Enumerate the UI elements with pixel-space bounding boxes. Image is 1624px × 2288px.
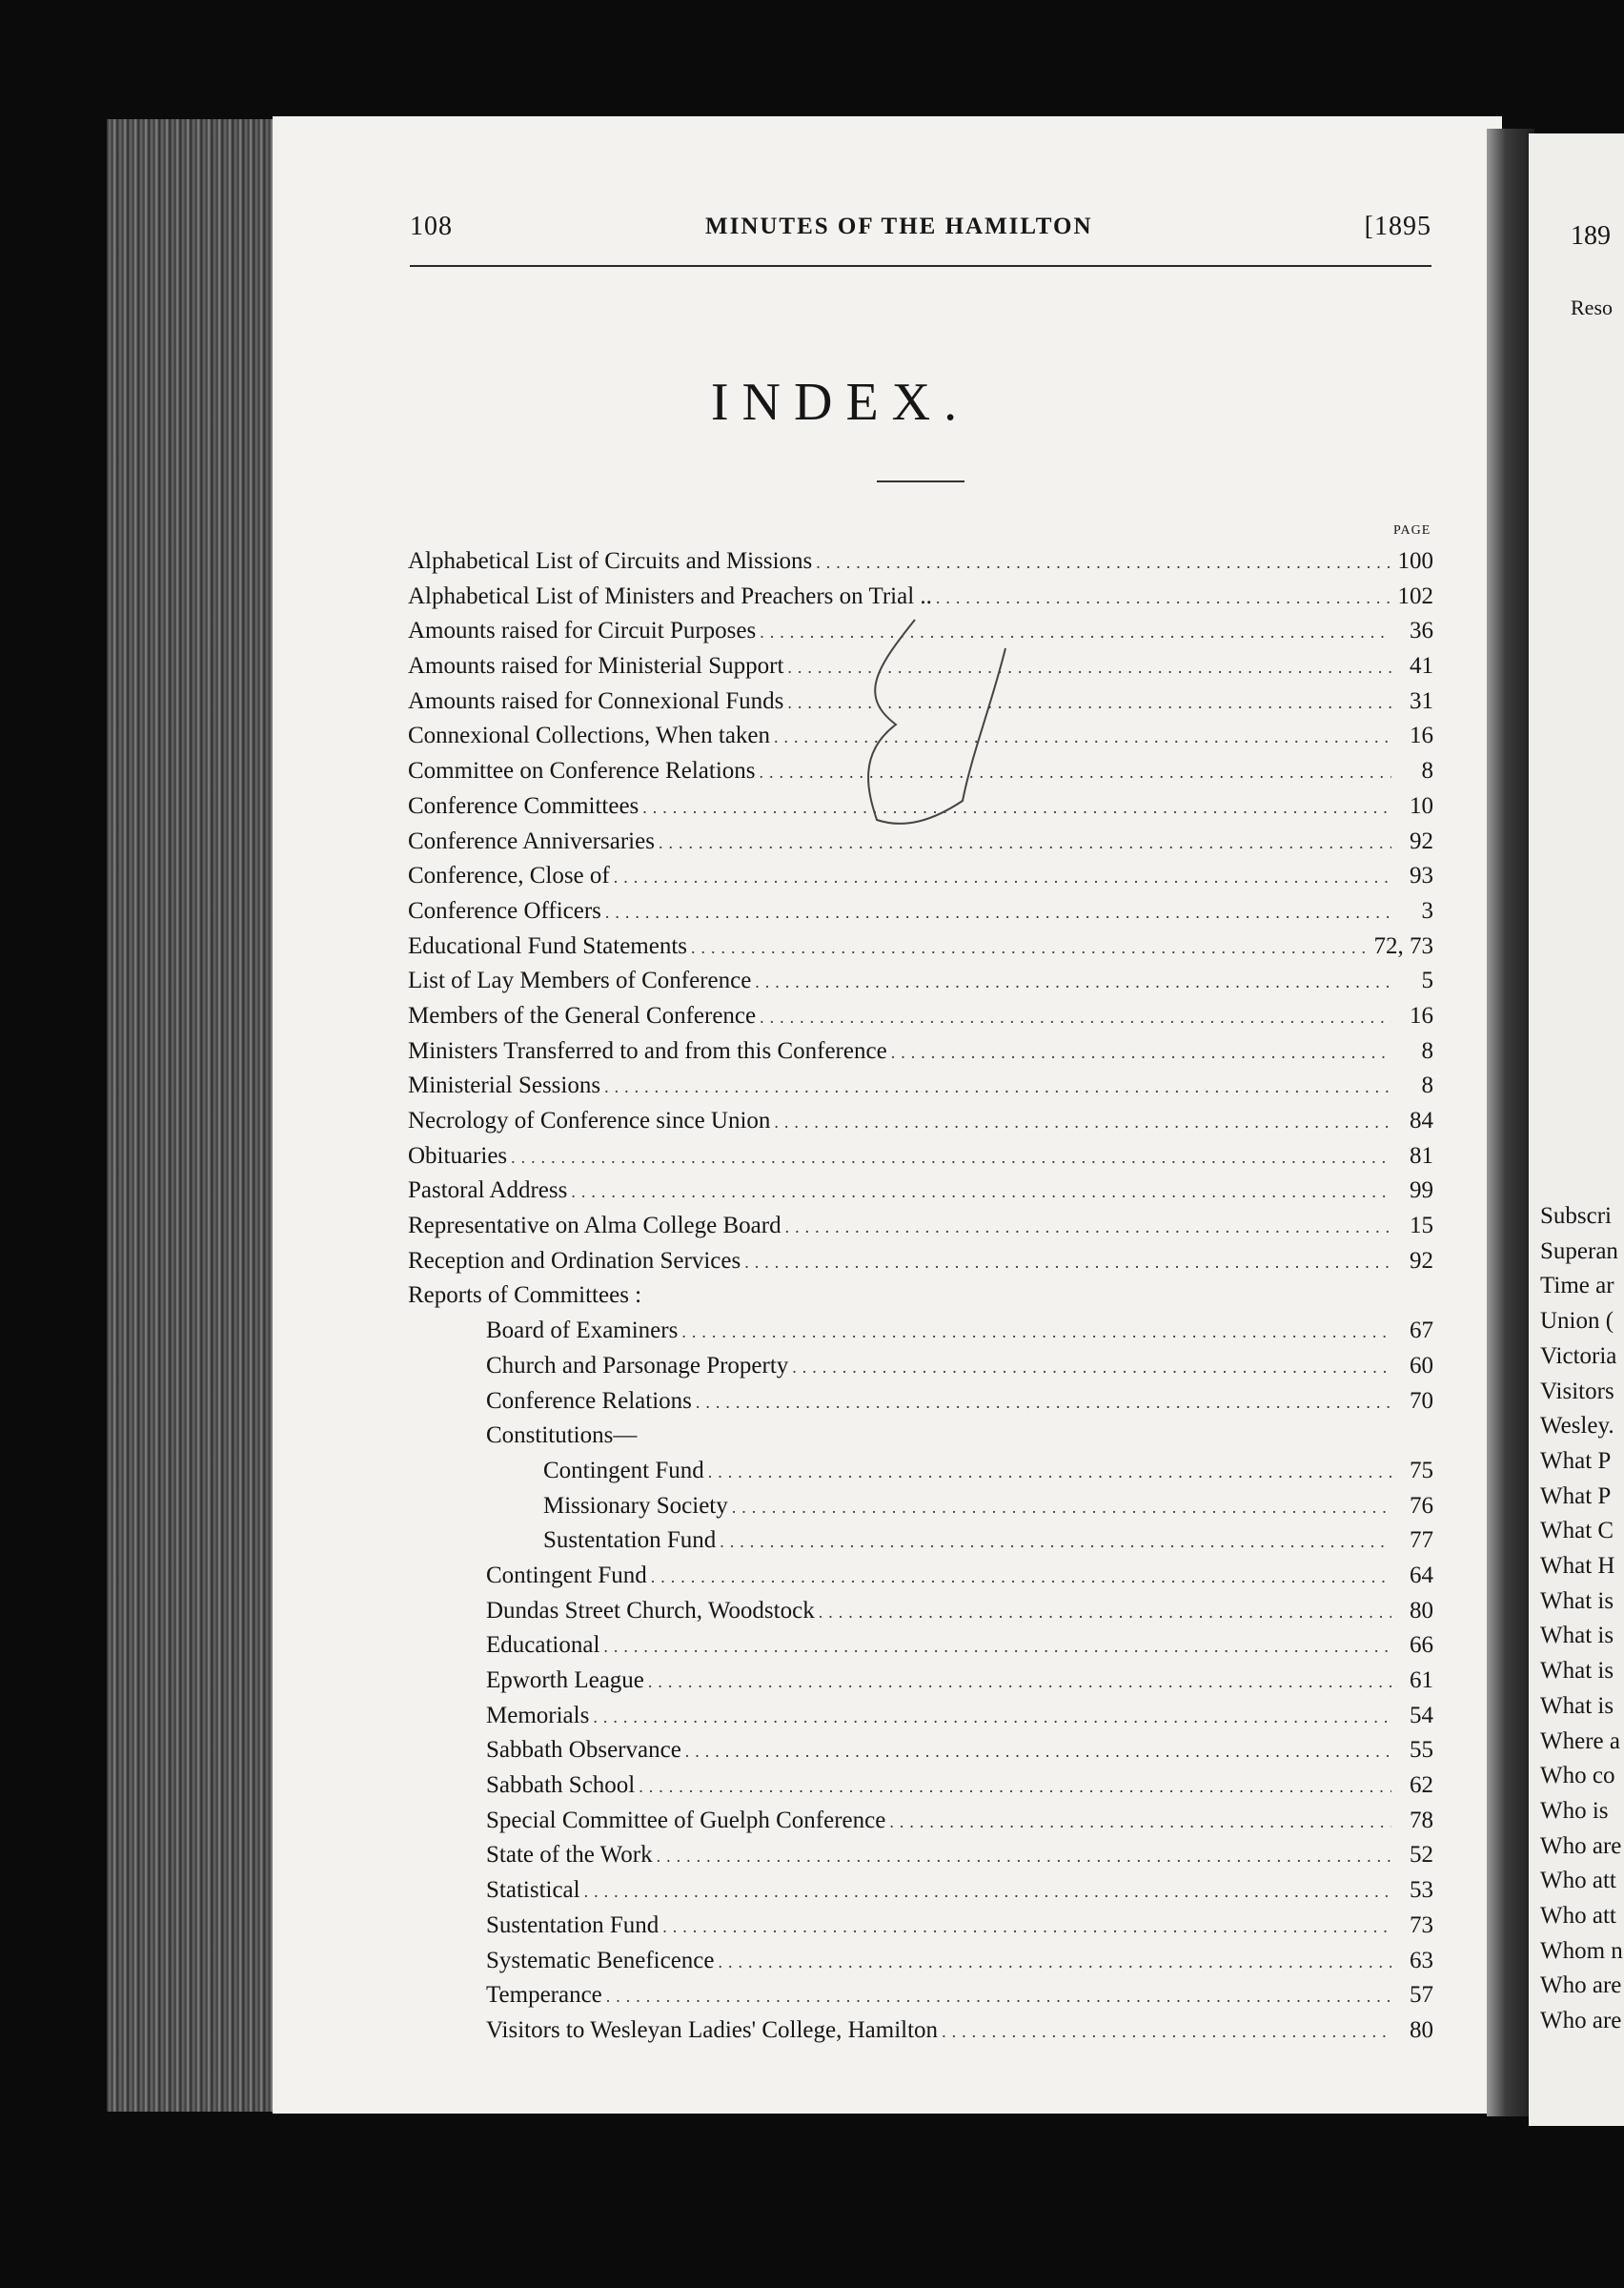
entry-label: Constitutions—: [486, 1422, 638, 1449]
index-entry: [408, 1069, 1433, 1104]
index-entry: [408, 1489, 1433, 1524]
entry-page-number: 54: [1410, 1702, 1433, 1728]
dot-leader: [755, 965, 1391, 1000]
entry-page-number: 60: [1410, 1352, 1433, 1379]
entry-page-number: 36: [1410, 618, 1433, 644]
index-entry: [408, 1733, 1433, 1768]
dot-leader: [732, 1490, 1391, 1525]
entry-label: Board of Examiners: [486, 1318, 679, 1344]
index-entry: [408, 1349, 1433, 1384]
facing-page-fragment: Who are: [1540, 1832, 1622, 1859]
entry-page-number: 62: [1410, 1772, 1433, 1799]
entry-label: Contingent Fund: [486, 1562, 647, 1588]
index-entry: [408, 1419, 1433, 1454]
dot-leader: [708, 1455, 1391, 1490]
entry-label: Memorials: [486, 1702, 590, 1728]
entry-page-number: 16: [1410, 723, 1433, 749]
facing-page-fragment: What is: [1540, 1587, 1614, 1614]
entry-page-number: 72, 73: [1373, 932, 1433, 959]
index-entry: [408, 1559, 1433, 1594]
facing-page: [1529, 133, 1624, 2126]
entry-page-number: 63: [1410, 1947, 1433, 1973]
entry-label: Reports of Committees :: [408, 1282, 642, 1309]
facing-page-fragment: Visitors: [1540, 1378, 1614, 1404]
entry-page-number: 3: [1421, 897, 1433, 924]
entry-label: Alphabetical List of Circuits and Missions: [408, 548, 813, 574]
index-entry: [408, 1873, 1433, 1909]
index-entry: [408, 1314, 1433, 1349]
index-entry: [408, 1804, 1433, 1839]
index-entry: [408, 1664, 1433, 1699]
index-entry: [408, 1944, 1433, 1979]
entry-label: Connexional Collections, When taken: [408, 723, 771, 749]
dot-leader: [657, 1839, 1391, 1874]
entry-label: Conference Committees: [408, 792, 639, 819]
facing-page-fragment: What is: [1540, 1692, 1614, 1719]
dot-leader: [606, 1979, 1391, 2014]
entry-label: Visitors to Wesleyan Ladies' College, Hamilton: [486, 2016, 939, 2043]
dot-leader: [614, 860, 1391, 895]
entry-page-number: 93: [1410, 863, 1433, 889]
index-entry: [408, 1104, 1433, 1139]
dot-leader: [774, 1105, 1391, 1140]
index-entry: [408, 1454, 1433, 1489]
entry-page-number: 81: [1410, 1142, 1433, 1169]
index-entry: [408, 1909, 1433, 1944]
index-entry: [408, 1384, 1433, 1420]
dot-leader: [651, 1560, 1391, 1595]
index-entry: [408, 1244, 1433, 1279]
entry-label: Conference, Close of: [408, 863, 610, 889]
index-entry: [408, 1768, 1433, 1804]
entry-page-number: 92: [1410, 1247, 1433, 1274]
entry-page-number: 77: [1410, 1527, 1433, 1554]
entry-label: List of Lay Members of Conference: [408, 968, 752, 994]
entry-page-number: 16: [1410, 1002, 1433, 1029]
entry-page-number: 100: [1397, 548, 1433, 574]
facing-page-fragment: What is: [1540, 1658, 1614, 1685]
dot-leader: [605, 895, 1391, 930]
index-entry: [408, 2013, 1433, 2049]
entry-page-number: 80: [1410, 2016, 1433, 2043]
dot-leader: [792, 1350, 1391, 1385]
index-entry: [408, 1523, 1433, 1559]
entry-label: Amounts raised for Connexional Funds: [408, 687, 784, 714]
entry-page-number: 52: [1410, 1842, 1433, 1869]
index-entry: [408, 894, 1433, 930]
dot-leader: [648, 1665, 1391, 1700]
index-entry: [408, 1838, 1433, 1873]
dot-leader: [511, 1140, 1391, 1175]
dot-leader: [571, 1175, 1391, 1210]
entry-page-number: 70: [1410, 1387, 1433, 1414]
entry-label: Conference Anniversaries: [408, 827, 655, 854]
index-entry: [408, 1628, 1433, 1664]
header-rule: [410, 265, 1431, 267]
entry-label: Epworth League: [486, 1667, 644, 1693]
entry-label: Missionary Society: [543, 1492, 728, 1519]
entry-page-number: 31: [1410, 687, 1433, 714]
entry-page-number: 80: [1410, 1597, 1433, 1624]
entry-label: Obituaries: [408, 1142, 508, 1169]
dot-leader: [691, 930, 1370, 966]
facing-page-fragment: Time ar: [1540, 1273, 1614, 1299]
index-entry: [408, 1139, 1433, 1175]
entry-label: Reception and Ordination Services: [408, 1247, 741, 1274]
facing-page-fragment: Who att: [1540, 1903, 1616, 1930]
dot-leader: [816, 545, 1391, 581]
entry-label: Amounts raised for Circuit Purposes: [408, 618, 757, 644]
page-column-heading: PAGE: [1393, 523, 1431, 538]
entry-label: Statistical: [486, 1877, 580, 1904]
index-entry: [408, 1209, 1433, 1244]
page-number: 108: [410, 212, 453, 241]
facing-page-fragment: Victoria: [1540, 1342, 1617, 1369]
facing-page-fragment: Who are: [1540, 2008, 1622, 2034]
dot-leader: [744, 1245, 1391, 1280]
index-entry: [408, 859, 1433, 894]
entry-label: Ministers Transferred to and from this Conference: [408, 1037, 887, 1064]
index-entry: [408, 1594, 1433, 1629]
entry-page-number: 10: [1410, 792, 1433, 819]
facing-page-fragment: Superan: [1540, 1237, 1618, 1264]
facing-page-fragment: Who att: [1540, 1868, 1616, 1894]
facing-page-fragment: Who are: [1540, 1972, 1622, 1999]
dot-leader: [760, 1000, 1391, 1035]
entry-label: Conference Relations: [486, 1387, 692, 1414]
entry-page-number: 75: [1410, 1457, 1433, 1483]
entry-label: Amounts raised for Ministerial Support: [408, 653, 784, 680]
facing-page-fragment: What is: [1540, 1623, 1614, 1649]
entry-page-number: 41: [1410, 653, 1433, 680]
facing-page-fragment: What P: [1540, 1482, 1612, 1509]
entry-label: Systematic Beneficence: [486, 1947, 715, 1973]
entry-label: Special Committee of Guelph Conference: [486, 1807, 886, 1833]
index-entry: [408, 544, 1433, 580]
facing-page-number: 189: [1571, 221, 1611, 251]
entry-label: Ministerial Sessions: [408, 1072, 601, 1099]
facing-page-fragment: Subscri: [1540, 1203, 1612, 1229]
entry-page-number: 76: [1410, 1492, 1433, 1519]
entry-page-number: 67: [1410, 1318, 1433, 1344]
entry-label: Dundas Street Church, Woodstock: [486, 1597, 815, 1624]
facing-page-fragment: Who co: [1540, 1763, 1615, 1789]
index-entry: [408, 930, 1433, 965]
facing-page-fragment: What C: [1540, 1518, 1614, 1544]
facing-page-fragment: Whom n: [1540, 1937, 1623, 1964]
dot-leader: [603, 1629, 1391, 1665]
dot-leader: [891, 1035, 1391, 1071]
facing-page-fragment: Where a: [1540, 1727, 1620, 1754]
entry-label: Pastoral Address: [408, 1177, 568, 1204]
dot-leader: [662, 1910, 1391, 1945]
facing-page-fragment: Who is: [1540, 1797, 1609, 1824]
index-entry: [408, 1699, 1433, 1734]
entry-page-number: 73: [1410, 1911, 1433, 1938]
entry-page-number: 78: [1410, 1807, 1433, 1833]
entry-page-number: 53: [1410, 1877, 1433, 1904]
facing-page-fragment: What P: [1540, 1447, 1612, 1474]
facing-page-word: Reso: [1571, 296, 1613, 319]
index-entry: [408, 1174, 1433, 1209]
entry-page-number: 99: [1410, 1177, 1433, 1204]
entry-label: Educational: [486, 1632, 600, 1659]
entry-label: Committee on Conference Relations: [408, 758, 756, 785]
book-gutter: [1487, 129, 1534, 2116]
dot-leader: [696, 1385, 1391, 1420]
entry-page-number: 5: [1421, 968, 1433, 994]
entry-page-number: 84: [1410, 1108, 1433, 1134]
entry-label: Alphabetical List of Ministers and Preachers on Trial ..: [408, 582, 932, 609]
entry-label: Representative on Alma College Board: [408, 1213, 782, 1239]
dot-leader: [639, 1769, 1391, 1805]
entry-page-number: 8: [1421, 1037, 1433, 1064]
facing-page-fragment: Wesley.: [1540, 1413, 1614, 1440]
entry-label: Necrology of Conference since Union: [408, 1108, 771, 1134]
entry-page-number: 55: [1410, 1737, 1433, 1764]
dot-leader: [604, 1070, 1391, 1105]
dot-leader: [942, 2014, 1391, 2050]
dot-leader: [720, 1524, 1391, 1560]
entry-label: Educational Fund Statements: [408, 932, 688, 959]
dot-leader: [785, 1210, 1391, 1245]
index-entry: [408, 1034, 1433, 1070]
index-title: INDEX.: [710, 373, 971, 432]
dot-leader: [889, 1805, 1391, 1840]
index-entry: [408, 1278, 1433, 1314]
index-entry: [408, 580, 1433, 615]
entry-label: Contingent Fund: [543, 1457, 704, 1483]
title-rule: [877, 480, 964, 482]
entry-label: Sustentation Fund: [543, 1527, 717, 1554]
dot-leader: [659, 826, 1391, 861]
entry-label: Members of the General Conference: [408, 1002, 757, 1029]
entry-label: Church and Parsonage Property: [486, 1352, 789, 1379]
entry-page-number: 92: [1410, 827, 1433, 854]
entry-label: Sustentation Fund: [486, 1911, 660, 1938]
entry-label: Temperance: [486, 1982, 602, 2009]
entry-page-number: 102: [1397, 582, 1433, 609]
entry-page-number: 8: [1421, 758, 1433, 785]
entry-page-number: 8: [1421, 1072, 1433, 1099]
dot-leader: [718, 1945, 1391, 1980]
dot-leader: [685, 1734, 1391, 1769]
entry-label: State of the Work: [486, 1842, 653, 1869]
index-entry: [408, 999, 1433, 1034]
dot-leader: [819, 1595, 1391, 1630]
entry-label: Sabbath Observance: [486, 1737, 681, 1764]
dot-leader: [681, 1315, 1391, 1350]
facing-page-fragments: [1540, 1199, 1623, 2039]
entry-page-number: 66: [1410, 1632, 1433, 1659]
index-entry: [408, 1978, 1433, 2013]
dot-leader: [584, 1874, 1391, 1910]
dot-leader: [593, 1700, 1391, 1735]
running-header: [410, 212, 1431, 250]
facing-page-fragment: What H: [1540, 1553, 1615, 1580]
entry-page-number: 64: [1410, 1562, 1433, 1588]
pencil-mark: [839, 610, 1029, 829]
index-entry: [408, 964, 1433, 999]
entry-label: Sabbath School: [486, 1772, 636, 1799]
index-entry: [408, 825, 1433, 860]
entry-page-number: 61: [1410, 1667, 1433, 1693]
entry-page-number: 15: [1410, 1213, 1433, 1239]
facing-page-fragment: Union (: [1540, 1308, 1614, 1335]
header-year: [1895: [1364, 212, 1431, 241]
running-title: MINUTES OF THE HAMILTON: [705, 214, 1093, 239]
entry-page-number: 57: [1410, 1982, 1433, 2009]
entry-label: Conference Officers: [408, 897, 601, 924]
